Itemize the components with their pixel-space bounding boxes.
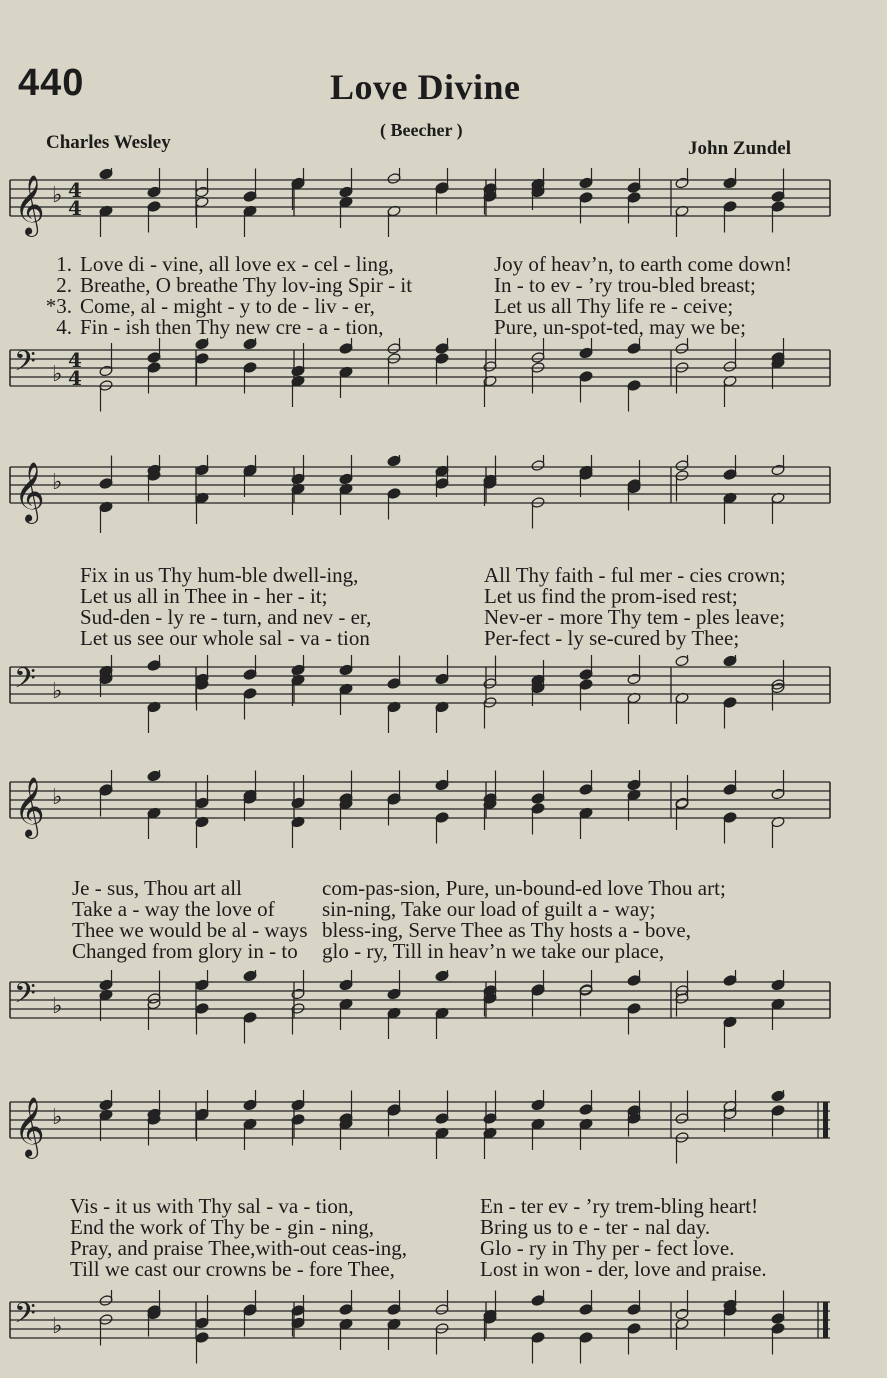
treble-staff bbox=[6, 1090, 832, 1200]
time-signature: 4 bbox=[68, 178, 82, 202]
lyric-line bbox=[6, 254, 832, 275]
author-credit: Charles Wesley bbox=[46, 132, 171, 153]
lyric-text: Breathe, O breathe Thy lov-ing Spir - it bbox=[80, 273, 413, 297]
lyric-text: Till we cast our crowns be - fore Thee, bbox=[70, 1257, 395, 1281]
flat-icon: ♭ bbox=[52, 679, 63, 704]
lyric-line bbox=[6, 586, 832, 607]
lyric-text: Fin - ish then Thy new cre - a - tion, bbox=[80, 315, 384, 339]
lyrics-block bbox=[6, 254, 832, 338]
treble-staff bbox=[6, 455, 832, 565]
lyric-text: Pure, un-spot-ted, may we be; bbox=[494, 315, 746, 339]
lyric-text: Lost in won - der, love and praise. bbox=[480, 1257, 767, 1281]
final-barline bbox=[823, 1302, 828, 1338]
lyric-text: Let us find the prom-ised rest; bbox=[484, 584, 738, 608]
flat-icon: ♭ bbox=[52, 785, 63, 810]
bass-staff bbox=[6, 1290, 832, 1378]
lyric-text: glo - ry, Till in heav’n we take our place, bbox=[322, 939, 665, 963]
lyrics-block bbox=[6, 565, 832, 649]
lyric-text: Bring us to e - ter - nal day. bbox=[480, 1215, 711, 1239]
lyric-line bbox=[6, 878, 832, 899]
hymn-number: 440 bbox=[18, 62, 85, 104]
lyric-text: Je - sus, Thou art all bbox=[72, 876, 242, 900]
verse-number: 2. bbox=[56, 273, 72, 297]
lyric-line bbox=[6, 296, 832, 317]
lyrics-block bbox=[6, 1196, 832, 1280]
lyric-text: Sud-den - ly re - turn, and nev - er, bbox=[80, 605, 372, 629]
lyric-line bbox=[6, 607, 832, 628]
lyric-line bbox=[6, 1217, 832, 1238]
treble-clef-icon: 𝄞 bbox=[14, 777, 45, 837]
tune-name: ( Beecher ) bbox=[380, 120, 463, 140]
bass-clef-icon: 𝄢 bbox=[14, 1297, 36, 1337]
bass-clef-icon: 𝄢 bbox=[14, 977, 36, 1017]
verse-number: *3. bbox=[45, 294, 72, 318]
bass-staff bbox=[6, 970, 832, 1080]
lyric-line bbox=[6, 1196, 832, 1217]
lyric-line bbox=[6, 941, 832, 962]
lyric-text: Nev-er - more Thy tem - ples leave; bbox=[484, 605, 786, 629]
lyric-text: Take a - way the love of bbox=[72, 897, 275, 921]
lyric-text: Let us all in Thee in - her - it; bbox=[80, 584, 328, 608]
final-barline bbox=[823, 1102, 828, 1138]
lyrics-block bbox=[6, 878, 832, 962]
lyric-text: In - to ev - ’ry trou-bled breast; bbox=[494, 273, 756, 297]
lyric-text: Come, al - might - y to de - liv - er, bbox=[80, 294, 375, 318]
lyric-line bbox=[6, 1259, 832, 1280]
lyric-text: Vis - it us with Thy sal - va - tion, bbox=[70, 1194, 354, 1218]
time-signature: 4 bbox=[68, 196, 82, 220]
bass-clef-icon: 𝄢 bbox=[14, 345, 36, 385]
treble-clef-icon: 𝄞 bbox=[14, 1097, 45, 1157]
flat-icon: ♭ bbox=[52, 1105, 63, 1130]
verse-number: 1. bbox=[56, 252, 72, 276]
flat-icon: ♭ bbox=[52, 470, 63, 495]
lyric-line bbox=[6, 1238, 832, 1259]
lyric-text: Love di - vine, all love ex - cel - ling, bbox=[80, 252, 394, 276]
time-signature: 4 bbox=[68, 348, 82, 372]
lyric-line bbox=[6, 317, 832, 338]
flat-icon: ♭ bbox=[52, 1314, 63, 1339]
lyric-line bbox=[6, 628, 832, 649]
treble-clef-icon: 𝄞 bbox=[14, 175, 45, 235]
bass-clef-icon: 𝄢 bbox=[14, 662, 36, 702]
bass-staff bbox=[6, 655, 832, 755]
bass-staff bbox=[6, 338, 832, 438]
composer-credit: John Zundel bbox=[688, 138, 791, 159]
time-signature: 4 bbox=[68, 366, 82, 390]
lyric-text: Joy of heav’n, to earth come down! bbox=[494, 252, 792, 276]
flat-icon: ♭ bbox=[52, 183, 63, 208]
lyric-text: Fix in us Thy hum-ble dwell-ing, bbox=[80, 563, 359, 587]
flat-icon: ♭ bbox=[52, 362, 63, 387]
hymn-title: Love Divine bbox=[330, 67, 521, 107]
lyric-text: Pray, and praise Thee,with-out ceas-ing, bbox=[70, 1236, 408, 1260]
treble-staff bbox=[6, 770, 832, 880]
lyric-line bbox=[6, 275, 832, 296]
lyric-text: En - ter ev - ’ry trem-bling heart! bbox=[480, 1194, 759, 1218]
lyric-text: bless-ing, Serve Thee as Thy hosts a - bove, bbox=[322, 918, 691, 942]
lyric-text: Changed from glory in - to bbox=[72, 939, 298, 963]
lyric-text: Let us see our whole sal - va - tion bbox=[80, 626, 370, 650]
lyric-text: sin-ning, Take our load of guilt a - way; bbox=[322, 897, 656, 921]
lyric-line bbox=[6, 899, 832, 920]
lyric-text: com-pas-sion, Pure, un-bound-ed love Thou art; bbox=[322, 876, 726, 900]
lyric-text: Thee we would be al - ways bbox=[72, 918, 308, 942]
lyric-text: Per-fect - ly se-cured by Thee; bbox=[484, 626, 740, 650]
lyric-line bbox=[6, 920, 832, 941]
lyric-text: End the work of Thy be - gin - ning, bbox=[70, 1215, 375, 1239]
lyric-text: Let us all Thy life re - ceive; bbox=[494, 294, 734, 318]
treble-clef-icon: 𝄞 bbox=[14, 462, 45, 522]
lyric-line bbox=[6, 565, 832, 586]
verse-number: 4. bbox=[56, 315, 72, 339]
lyric-text: Glo - ry in Thy per - fect love. bbox=[480, 1236, 735, 1260]
lyric-text: All Thy faith - ful mer - cies crown; bbox=[484, 563, 786, 587]
flat-icon: ♭ bbox=[52, 994, 63, 1019]
